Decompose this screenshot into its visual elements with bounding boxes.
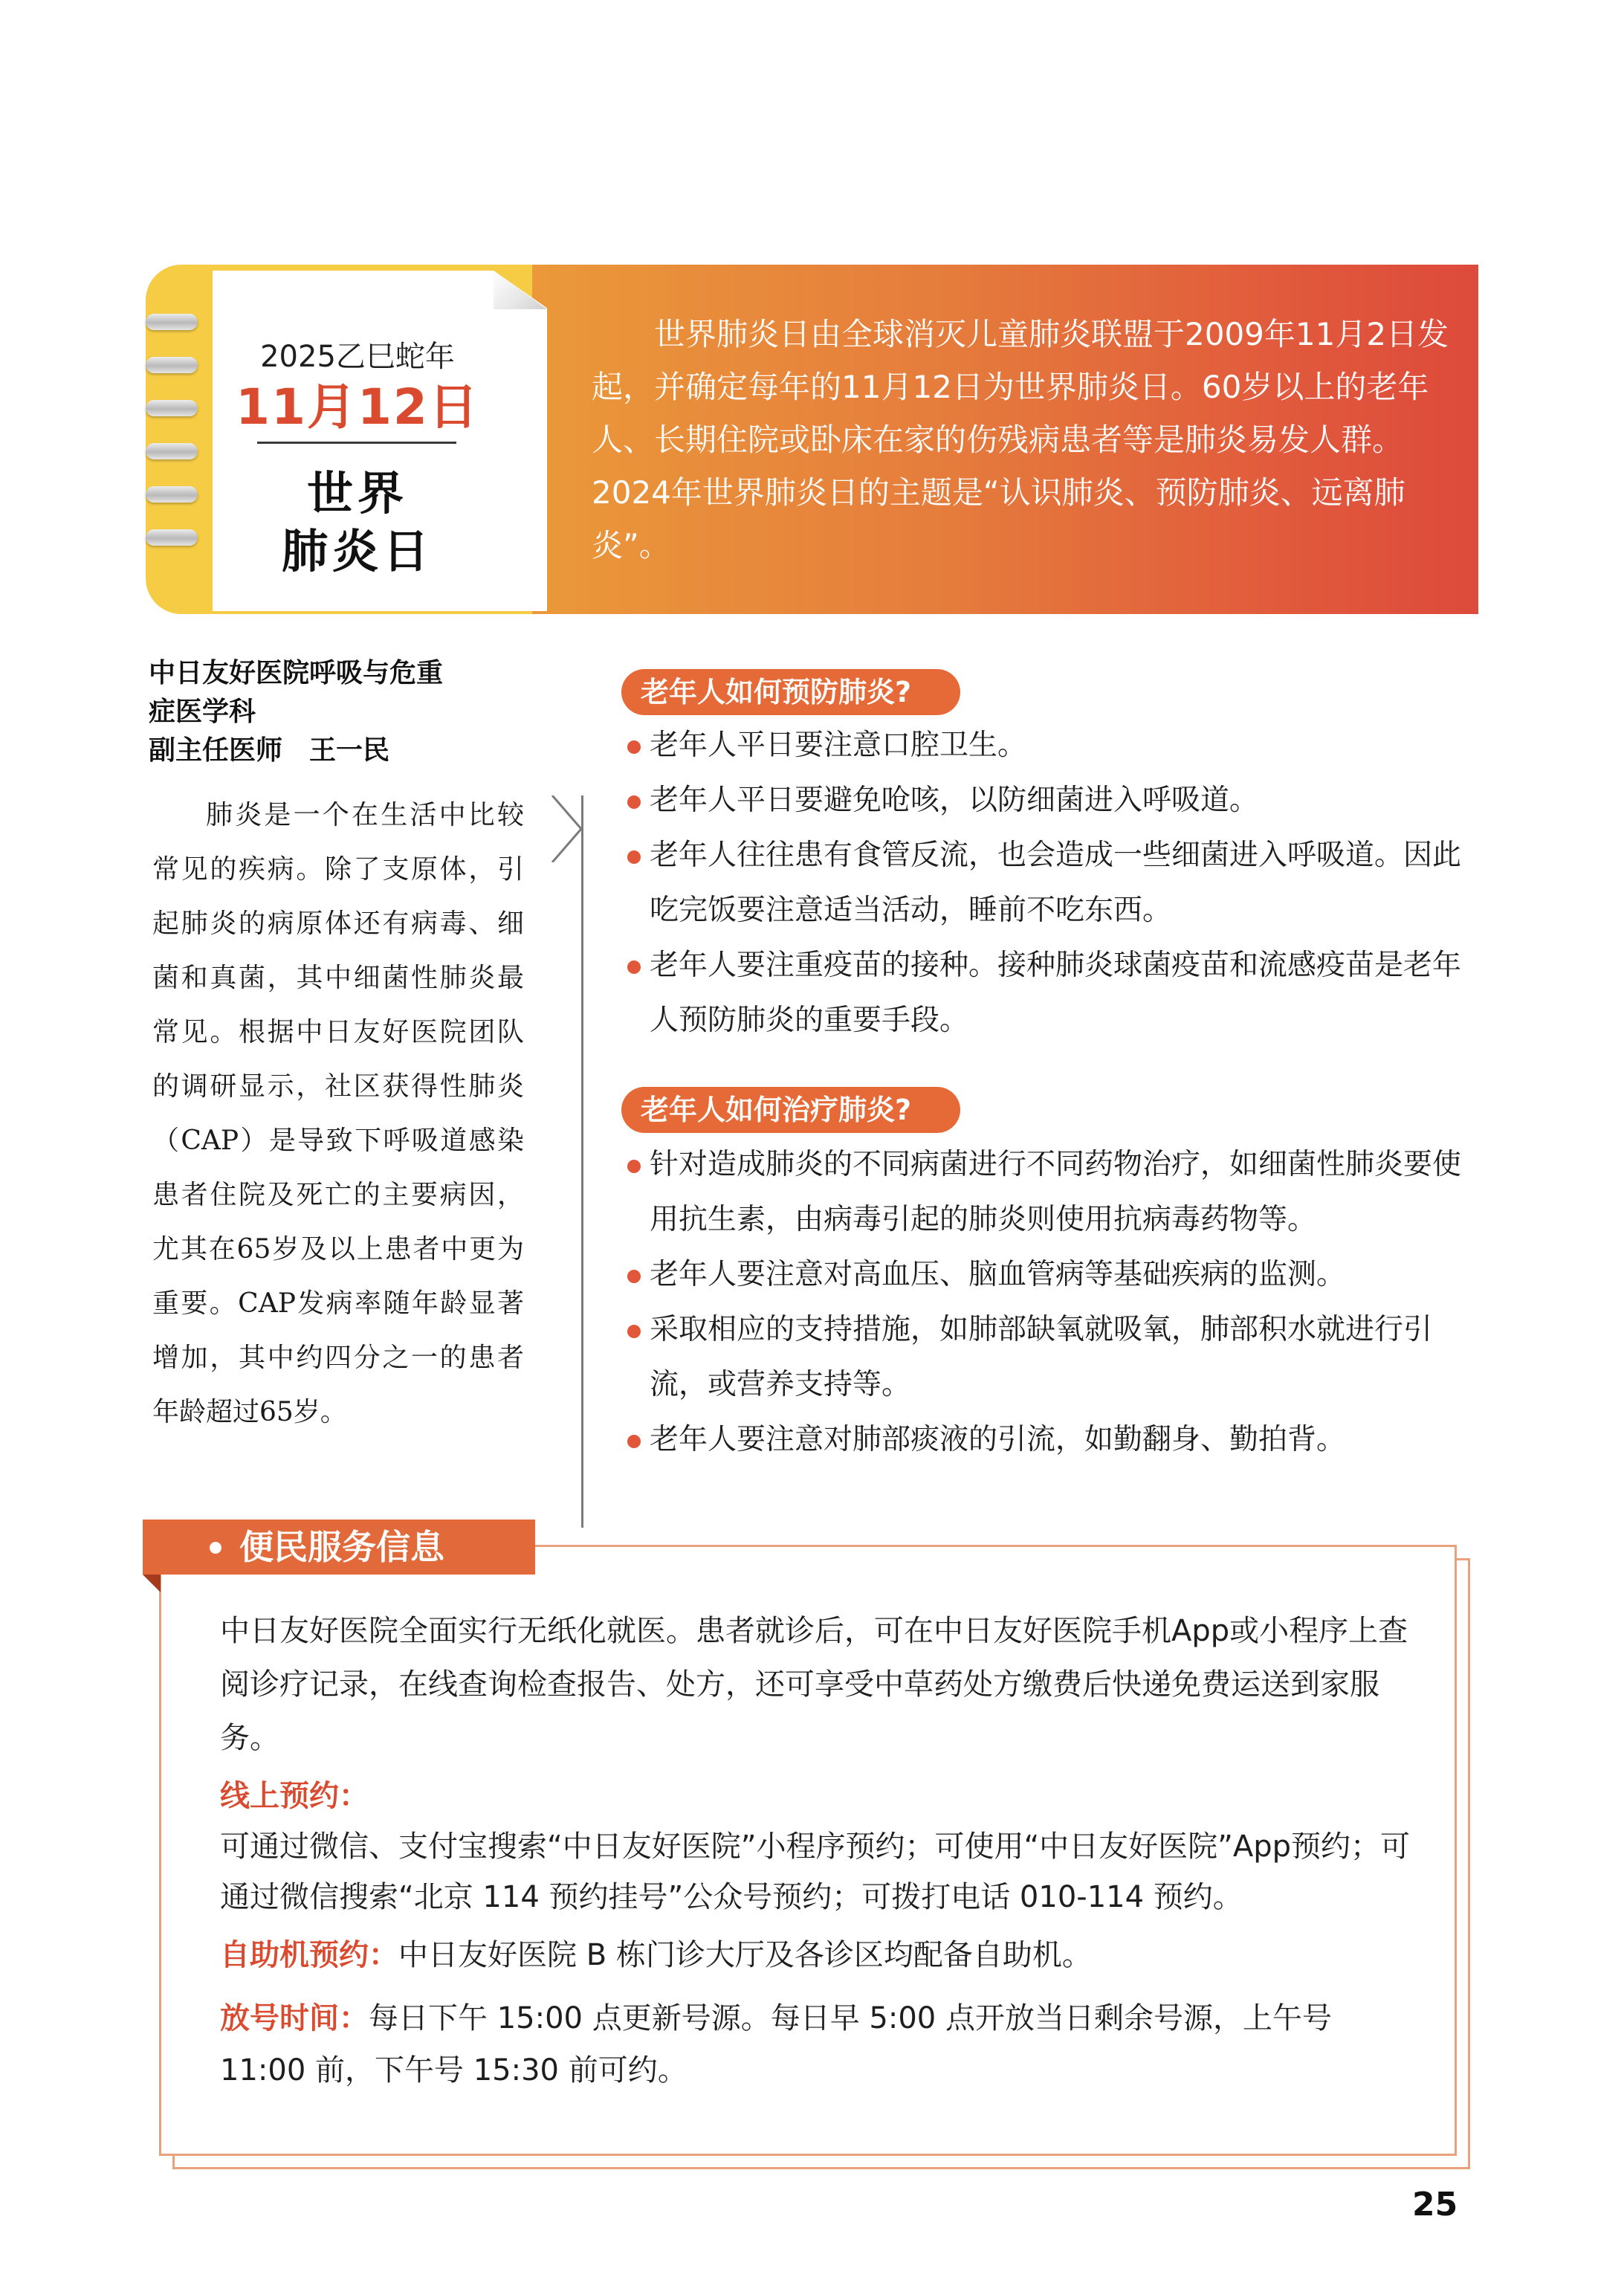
author-department-line1: 中日友好医院呼吸与危重 bbox=[149, 658, 444, 688]
binder-ring bbox=[146, 314, 198, 330]
list-item: 采取相应的支持措施，如肺部缺氧就吸氧，肺部积水就进行引流，或营养支持等。 bbox=[623, 1302, 1478, 1412]
list-item: 针对造成肺炎的不同病菌进行不同药物治疗，如细菌性肺炎要使用抗生素，由病毒引起的肺炎则使用抗病毒药物等。 bbox=[623, 1137, 1478, 1247]
column-divider bbox=[581, 795, 583, 1528]
binder-ring bbox=[146, 486, 198, 503]
world-pneumonia-day-banner bbox=[146, 265, 1478, 614]
divider-notch bbox=[551, 795, 584, 862]
prevent-list bbox=[623, 718, 1478, 1048]
binder-ring bbox=[146, 357, 198, 373]
release-time-text: 每日下午 15:00 点更新号源。每日早 5:00 点开放当日剩余号源，上午号11:00 前，下午号 15:30 前可约。 bbox=[220, 2001, 1332, 2087]
treat-list bbox=[623, 1137, 1478, 1467]
list-item: 老年人往往患有食管反流，也会造成一些细菌进入呼吸道。因此吃完饭要注意适当活动，睡前不吃东西。 bbox=[623, 828, 1478, 938]
binder-ring bbox=[146, 529, 198, 546]
online-booking-text: 可通过微信、支付宝搜索“中日友好医院”小程序预约；可使用“中日友好医院”App预约；可通过微信搜索“北京 114 预约挂号”公众号预约；可拨打电话 010-114 预约。 bbox=[220, 1830, 1411, 1914]
list-item: 老年人要注意对肺部痰液的引流，如勤翻身、勤拍背。 bbox=[623, 1412, 1478, 1467]
treat-section-title: 老年人如何治疗肺炎? bbox=[621, 1087, 960, 1133]
release-time-line bbox=[220, 1992, 1417, 2096]
online-booking-label: 线上预约： bbox=[220, 1779, 369, 1813]
list-item: 老年人要注意对高血压、脑血管病等基础疾病的监测。 bbox=[623, 1247, 1478, 1302]
banner-intro-text: 世界肺炎日由全球消灭儿童肺炎联盟于2009年11月2日发起，并确定每年的11月12日为世界肺炎日。60岁以上的老年人、长期住院或卧床在家的伤残病患者等是肺炎易发人群。2024年世界肺炎日的主题是“认识肺炎、预防肺炎、远离肺炎”。 bbox=[592, 316, 1449, 564]
page-number: 25 bbox=[1412, 2186, 1458, 2224]
calendar-year: 2025乙巳蛇年 bbox=[260, 340, 455, 374]
list-item: 老年人平日要避免呛咳，以防细菌进入呼吸道。 bbox=[623, 773, 1478, 828]
calendar-date: 11月12日 bbox=[236, 378, 479, 436]
list-item: 老年人要注重疫苗的接种。接种肺炎球菌疫苗和流感疫苗是老年人预防肺炎的重要手段。 bbox=[623, 938, 1478, 1048]
bullet-dot-icon bbox=[210, 1542, 221, 1554]
kiosk-booking-line bbox=[220, 1933, 1417, 1977]
author-department-line2: 症医学科 bbox=[149, 697, 256, 727]
kiosk-booking-text: 中日友好医院 B 栋门诊大厅及各诊区均配备自助机。 bbox=[398, 1938, 1092, 1972]
service-title: 便民服务信息 bbox=[239, 1527, 444, 1567]
kiosk-booking-label: 自助机预约： bbox=[220, 1938, 398, 1972]
release-time-label: 放号时间： bbox=[220, 2001, 369, 2035]
article-body-text: 肺炎是一个在生活中比较常见的疾病。除了支原体，引起肺炎的病原体还有病毒、细菌和真菌，其中细菌性肺炎最常见。根据中日友好医院团队的调研显示，社区获得性肺炎（CAP）是导致下呼吸道感染患者住院及死亡的主要病因，尤其在65岁及以上患者中更为重要。CAP发病率随年龄显著增加，其中约四分之一的患者年龄超过65岁。 bbox=[152, 800, 524, 1427]
author-block bbox=[149, 654, 565, 770]
list-item: 老年人平日要注意口腔卫生。 bbox=[623, 718, 1478, 773]
calendar-event-name-line1: 世界 bbox=[306, 466, 408, 520]
calendar-event-name-line2: 肺炎日 bbox=[281, 524, 433, 578]
service-tab-fold bbox=[143, 1575, 161, 1592]
calendar-divider bbox=[257, 442, 456, 444]
author-title-name: 副主任医师 王一民 bbox=[149, 735, 390, 766]
binder-ring bbox=[146, 400, 198, 416]
service-intro-text: 中日友好医院全面实行无纸化就医。患者就诊后，可在中日友好医院手机App或小程序上查阅诊疗记录，在线查询检查报告、处方，还可享受中草药处方缴费后快递免费运送到家服务。 bbox=[220, 1614, 1408, 1755]
binder-ring bbox=[146, 443, 198, 459]
prevent-section-title: 老年人如何预防肺炎? bbox=[621, 669, 960, 715]
